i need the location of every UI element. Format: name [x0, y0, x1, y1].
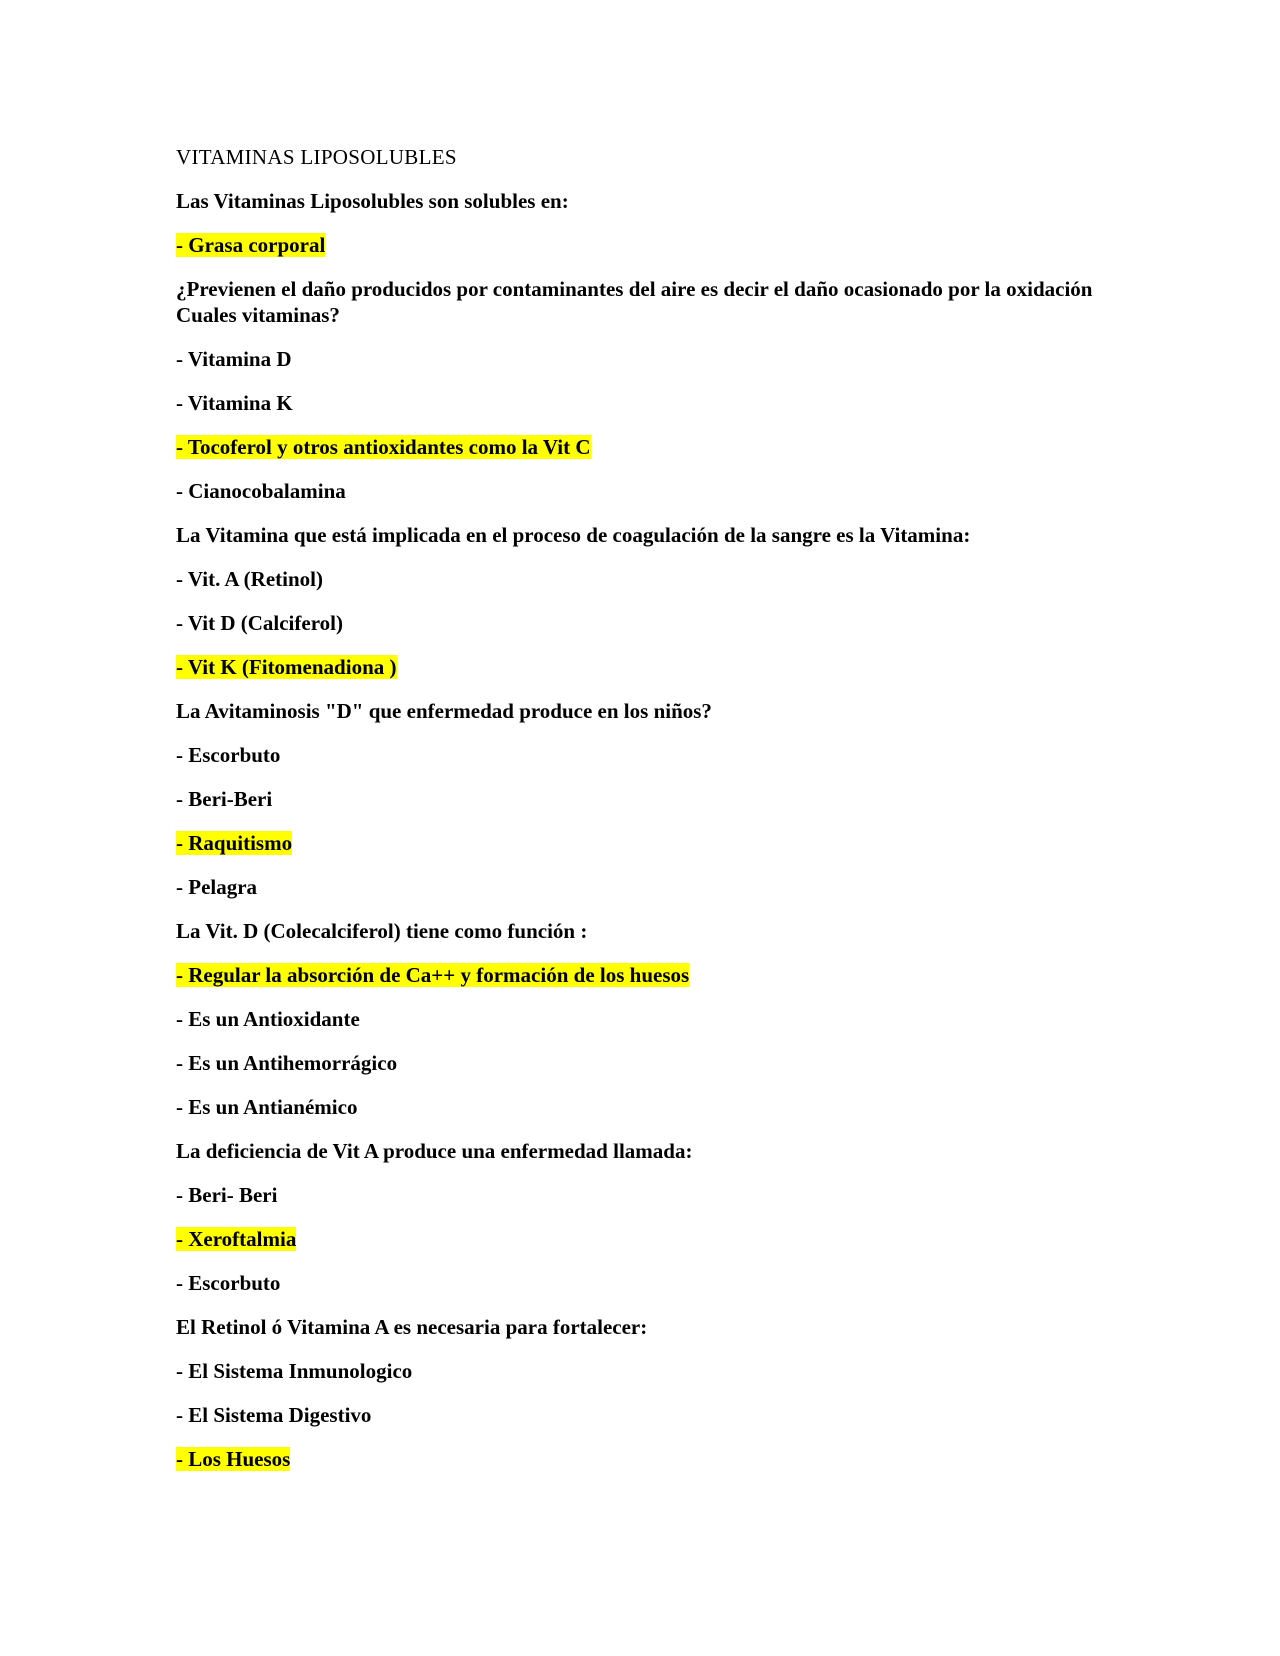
line-text: - El Sistema Inmunologico	[176, 1359, 413, 1383]
document-title: VITAMINAS LIPOSOLUBLES	[176, 145, 457, 169]
document-line	[176, 1314, 1096, 1340]
document-line	[176, 522, 1096, 548]
line-text: - Beri-Beri	[176, 787, 273, 811]
answer-line-highlighted	[176, 1226, 1096, 1252]
line-text: - Xeroftalmia	[176, 1227, 297, 1251]
line-text: - Tocoferol y otros antioxidantes como la Vit C	[176, 435, 591, 459]
line-text: - Regular la absorción de Ca++ y formación de los huesos	[176, 963, 690, 987]
line-text: - Cianocobalamina	[176, 479, 346, 503]
line-text: - Vitamina K	[176, 391, 293, 415]
document-line	[176, 918, 1096, 944]
line-text: - Los Huesos	[176, 1447, 291, 1471]
document-line	[176, 346, 1096, 372]
document-line	[176, 1182, 1096, 1208]
document-line	[176, 1270, 1096, 1296]
document-line	[176, 566, 1096, 592]
line-text: - Escorbuto	[176, 743, 281, 767]
answer-line-highlighted	[176, 830, 1096, 856]
document-line	[176, 1050, 1096, 1076]
document-line	[176, 1094, 1096, 1120]
answer-line-highlighted	[176, 434, 1096, 460]
answer-line-highlighted	[176, 1446, 1096, 1472]
line-text: - Vit D (Calciferol)	[176, 611, 343, 635]
line-text: - Grasa corporal	[176, 233, 326, 257]
document-line	[176, 1402, 1096, 1428]
document-line	[176, 1138, 1096, 1164]
line-text: La Vit. D (Colecalciferol) tiene como función :	[176, 919, 588, 943]
line-text: - Vitamina D	[176, 347, 292, 371]
line-text: - Es un Antihemorrágico	[176, 1051, 398, 1075]
line-text: - Raquitismo	[176, 831, 293, 855]
answer-line-highlighted	[176, 654, 1096, 680]
line-text: El Retinol ó Vitamina A es necesaria para fortalecer:	[176, 1315, 648, 1339]
line-text: La Vitamina que está implicada en el proceso de coagulación de la sangre es la Vitamina:	[176, 523, 971, 547]
document-line	[176, 874, 1096, 900]
line-text: - Pelagra	[176, 875, 258, 899]
answer-line-highlighted	[176, 962, 1096, 988]
line-text: - Escorbuto	[176, 1271, 281, 1295]
line-text: La Avitaminosis "D" que enfermedad produce en los niños?	[176, 699, 712, 723]
document-line	[176, 698, 1096, 724]
line-text: - Vit K (Fitomenadiona )	[176, 655, 397, 679]
document-line	[176, 1358, 1096, 1384]
line-text: ¿Previenen el daño producidos por contaminantes del aire es decir el daño ocasionado por la oxidación Cuales vitaminas?	[176, 277, 1093, 327]
answer-line-highlighted	[176, 232, 1096, 258]
document-line	[176, 188, 1096, 214]
line-text: - Vit. A (Retinol)	[176, 567, 323, 591]
document-line	[176, 276, 1096, 328]
line-text: La deficiencia de Vit A produce una enfermedad llamada:	[176, 1139, 693, 1163]
line-text: - El Sistema Digestivo	[176, 1403, 372, 1427]
document-line	[176, 478, 1096, 504]
document-line	[176, 1006, 1096, 1032]
document-body	[176, 188, 1096, 1472]
document-line	[176, 610, 1096, 636]
document-page	[176, 144, 1096, 1490]
line-text: - Beri- Beri	[176, 1183, 278, 1207]
document-line	[176, 786, 1096, 812]
document-line	[176, 742, 1096, 768]
line-text: - Es un Antianémico	[176, 1095, 358, 1119]
line-text: Las Vitaminas Liposolubles son solubles en:	[176, 189, 569, 213]
document-line	[176, 390, 1096, 416]
line-text: - Es un Antioxidante	[176, 1007, 360, 1031]
